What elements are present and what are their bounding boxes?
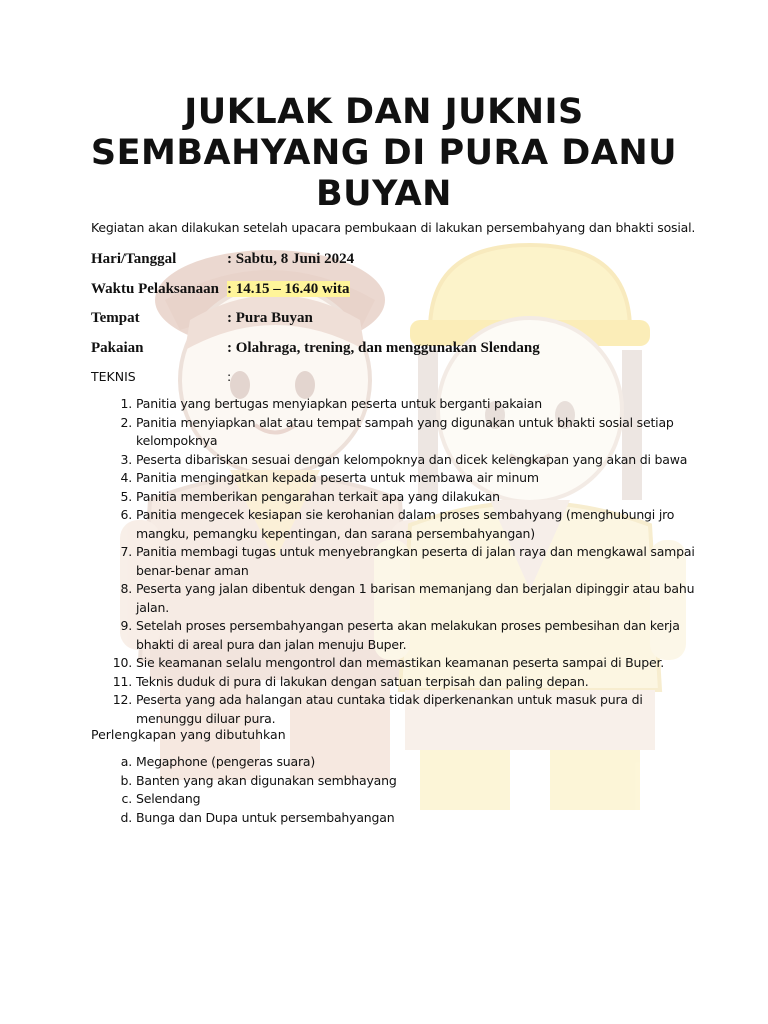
intro-paragraph: Kegiatan akan dilakukan setelah upacara pembukaan di lakukan persembahyang dan bhakti sosial. [91,220,696,235]
list-number: 10. [112,655,132,670]
list-item [120,506,696,543]
list-item [120,753,696,772]
list-item [120,395,696,414]
list-number: 6. [120,507,132,522]
info-value: : Pura Buyan [227,310,313,326]
list-item [120,543,696,580]
equipment-heading: Perlengkapan yang dibutuhkan [91,727,286,742]
document-title: JUKLAK DAN JUKNIS SEMBAHYANG DI PURA DANU BUYAN [90,92,678,214]
list-item-text: Megaphone (pengeras suara) [136,754,316,769]
list-item-text: Setelah proses persembahyangan peserta akan melakukan proses pembesihan dan kerja bhakti di areal pura dan jalan menuju Buper. [136,618,680,652]
info-row-time [91,279,350,299]
list-item [112,673,696,692]
list-item [120,451,696,470]
teknis-heading [91,368,231,386]
list-item [120,617,696,654]
info-row-place [91,308,313,328]
list-number: 11. [112,673,132,689]
teknis-label: TEKNIS [91,369,136,384]
list-item [120,414,696,451]
list-item-text: Panitia membagi tugas untuk menyebrangkan peserta di jalan raya dan mengkawal sampai benar-benar aman [136,544,695,578]
list-item-text: Peserta yang ada halangan atau cuntaka tidak diperkenankan untuk masuk pura di menunggu diluar pura. [136,692,643,726]
list-number: 3. [120,451,132,467]
equipment-list [120,753,696,827]
list-letter: b. [120,772,132,788]
info-label: Waktu Pelaksanaan [91,281,219,297]
list-number: 1. [120,396,132,411]
list-letter: c. [121,791,132,806]
list-number: 12. [112,692,132,707]
info-row-attire [91,338,540,358]
list-item-text: Panitia mengecek kesiapan sie kerohanian dalam proses sembahyang (menghubungi jro mangku, pemangku kepentingan, dan sarana persembahyangan) [136,507,675,541]
list-item-text: Peserta dibariskan sesuai dengan kelompoknya dan dicek kelengkapan yang akan di bawa [136,451,688,467]
list-item [120,772,696,791]
info-row-date [91,249,354,269]
info-label: Hari/Tanggal [91,251,177,267]
list-number: 4. [120,470,132,485]
list-item-text: Panitia memberikan pengarahan terkait apa yang dilakukan [136,488,500,504]
info-value: : 14.15 – 16.40 wita [227,281,350,297]
list-number: 2. [120,414,132,430]
list-item-text: Selendang [136,791,201,806]
list-number: 9. [120,618,132,633]
info-label: Tempat [91,310,140,326]
list-item [120,488,696,507]
list-letter: a. [120,754,132,769]
list-number: 7. [120,544,132,559]
list-item [120,469,696,488]
list-item-text: Panitia menyiapkan alat atau tempat sampah yang digunakan untuk bhakti sosial setiap kelompoknya [136,414,674,448]
list-item [120,809,696,828]
list-item-text: Teknis duduk di pura di lakukan dengan satuan terpisah dan paling depan. [136,673,589,689]
list-item-text: Panitia mengingatkan kepada peserta untuk membawa air minum [136,470,539,485]
list-item [121,790,696,809]
teknis-list [112,395,696,728]
list-item [112,654,696,673]
list-item-text: Peserta yang jalan dibentuk dengan 1 barisan memanjang dan berjalan dipinggir atau bahu jalan. [136,581,695,615]
list-number: 5. [120,488,132,504]
info-label: Pakaian [91,340,144,356]
list-number: 8. [120,581,132,596]
list-item-text: Sie keamanan selalu mengontrol dan memastikan keamanan peserta sampai di Buper. [136,655,665,670]
list-item [120,580,696,617]
list-item-text: Banten yang akan digunakan sembhayang [136,772,397,788]
list-item [112,691,696,728]
list-item-text: Panitia yang bertugas menyiapkan peserta untuk berganti pakaian [136,396,542,411]
list-letter: d. [120,809,132,825]
info-value: : Sabtu, 8 Juni 2024 [227,251,355,267]
info-value: : Olahraga, trening, dan menggunakan Slendang [227,340,540,356]
list-item-text: Bunga dan Dupa untuk persembahyangan [136,809,395,825]
teknis-colon: : [227,369,232,384]
